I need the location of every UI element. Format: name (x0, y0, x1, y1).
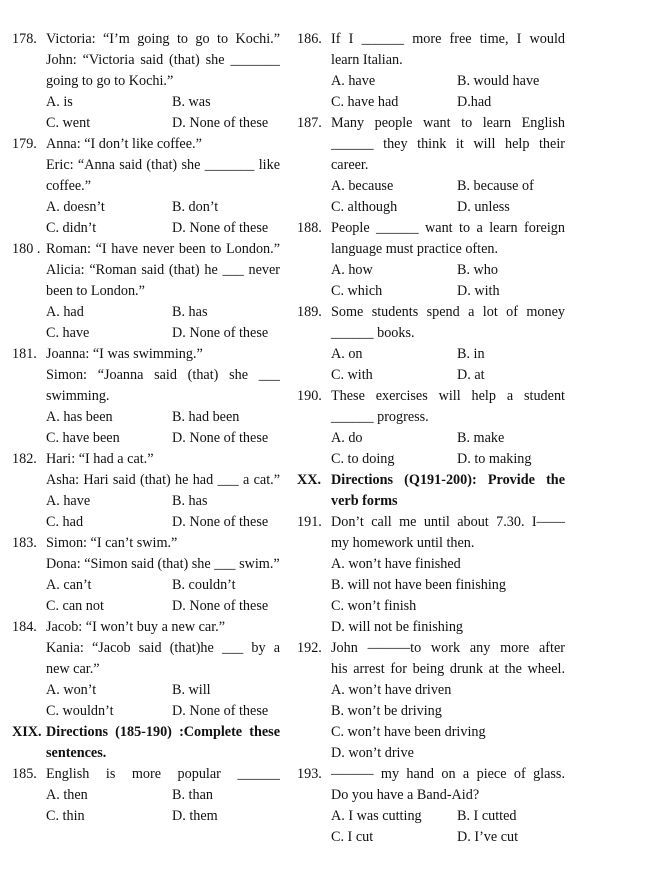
question-item (12, 764, 280, 827)
answer-option: C. have been (46, 430, 120, 446)
question-number: 181. (12, 346, 37, 362)
answer-option: A. do (331, 430, 363, 446)
options-row (12, 491, 280, 512)
options-row (12, 680, 280, 701)
question-number: 180 . (12, 241, 41, 257)
text-line (12, 239, 280, 260)
answer-option: A. how (331, 262, 373, 278)
answer-option: A. had (46, 304, 84, 320)
answer-option: D. will not be finishing (331, 619, 464, 635)
options-row (297, 806, 565, 827)
answer-option: C. thin (46, 808, 85, 824)
question-text: Joanna: “I was swimming.” (46, 346, 203, 362)
answer-option: A. I was cutting (331, 808, 422, 824)
options-row (297, 596, 565, 617)
text-line (297, 659, 565, 680)
text-line (12, 533, 280, 554)
answer-option: A. won’t have driven (331, 682, 452, 698)
section-directions: Directions (185-190) :Complete these (46, 724, 280, 740)
text-line (297, 134, 565, 155)
question-item (12, 239, 280, 344)
question-text: new car.” (46, 661, 100, 677)
text-line (297, 239, 565, 260)
options-row (297, 680, 565, 701)
text-line (12, 29, 280, 50)
question-text: language must practice often. (331, 241, 499, 257)
question-text: Roman: “I have never been to London.” (46, 241, 280, 257)
text-line (12, 659, 280, 680)
options-row (297, 176, 565, 197)
answer-option: A. can’t (46, 577, 92, 593)
text-line (12, 71, 280, 92)
answer-option: A. because (331, 178, 394, 194)
answer-option: C. which (331, 283, 383, 299)
answer-option: A. won’t (46, 682, 97, 698)
question-item (12, 29, 280, 134)
text-line (12, 386, 280, 407)
question-number: 183. (12, 535, 37, 551)
question-text: ______ books. (331, 325, 415, 341)
answer-option: B. in (457, 346, 485, 362)
options-row (12, 302, 280, 323)
text-line (12, 365, 280, 386)
question-text: Victoria: “I’m going to go to Kochi.” (46, 31, 280, 47)
text-line (12, 50, 280, 71)
section-heading (297, 470, 565, 512)
answer-option: B. than (172, 787, 213, 803)
answer-option: C. wouldn’t (46, 703, 114, 719)
question-text: my homework until then. (331, 535, 475, 551)
question-item (297, 386, 565, 470)
answer-option: B. had been (172, 409, 240, 425)
answer-option: B. will not have been finishing (331, 577, 506, 593)
question-text: Kania: “Jacob said (that)he ___ by a (46, 640, 280, 656)
question-text: John: “Victoria said (that) she _______ (46, 52, 280, 68)
question-number: 184. (12, 619, 37, 635)
answer-option: D. to making (457, 451, 532, 467)
options-row (12, 323, 280, 344)
section-directions: verb forms (331, 493, 398, 509)
question-number: 191. (297, 514, 322, 530)
answer-option: A. has been (46, 409, 113, 425)
answer-option: C. with (331, 367, 373, 383)
text-line (297, 155, 565, 176)
question-number: 178. (12, 31, 37, 47)
options-row (297, 428, 565, 449)
answer-option: B. don’t (172, 199, 219, 215)
question-text: Simon: “I can’t swim.” (46, 535, 178, 551)
question-number: 192. (297, 640, 322, 656)
text-line (297, 407, 565, 428)
text-line (12, 743, 280, 764)
text-line (12, 554, 280, 575)
answer-option: D. I’ve cut (457, 829, 519, 845)
text-line (12, 176, 280, 197)
text-line (297, 323, 565, 344)
text-line (297, 50, 565, 71)
answer-option: D. None of these (172, 325, 269, 341)
question-number: 190. (297, 388, 322, 404)
options-row (12, 806, 280, 827)
question-text: been to London.” (46, 283, 145, 299)
section-directions: Directions (Q191-200): Provide the (331, 472, 565, 488)
options-row (297, 617, 565, 638)
options-row (297, 575, 565, 596)
text-line (297, 113, 565, 134)
options-row (297, 365, 565, 386)
question-text: Alicia: “Roman said (that) he ___ never (46, 262, 280, 278)
question-text: ______ they think it will help their (331, 136, 565, 152)
answer-option: B. make (457, 430, 505, 446)
question-item (297, 764, 565, 848)
options-row (297, 827, 565, 848)
question-number: 187. (297, 115, 322, 131)
text-line (12, 638, 280, 659)
text-line (12, 617, 280, 638)
answer-option: B. has (172, 493, 208, 509)
options-row (12, 407, 280, 428)
answer-option: C. had (46, 514, 84, 530)
answer-option: C. I cut (331, 829, 374, 845)
right-column (297, 29, 565, 848)
text-line (12, 260, 280, 281)
question-item (297, 512, 565, 638)
answer-option: A. is (46, 94, 73, 110)
question-item (297, 113, 565, 218)
question-text: Simon: “Joanna said (that) she ___ (46, 367, 280, 383)
answer-option: D. None of these (172, 514, 269, 530)
question-text: John ———to work any more after (331, 640, 565, 656)
answer-option: B. because of (457, 178, 534, 194)
answer-option: A. on (331, 346, 363, 362)
text-line (12, 134, 280, 155)
answer-option: B. will (172, 682, 211, 698)
options-row (297, 260, 565, 281)
question-number: 188. (297, 220, 322, 236)
options-row (297, 92, 565, 113)
question-text: Asha: Hari said (that) he had ___ a cat.” (46, 472, 280, 488)
text-line (297, 491, 565, 512)
answer-option: B. won’t be driving (331, 703, 442, 719)
options-row (12, 512, 280, 533)
text-line (12, 449, 280, 470)
question-text: Dona: “Simon said (that) she ___ swim.” (46, 556, 280, 572)
question-item (12, 617, 280, 722)
question-text: Do you have a Band-Aid? (331, 787, 480, 803)
question-item (12, 449, 280, 533)
question-number: 193. (297, 766, 322, 782)
question-text: Eric: “Anna said (that) she _______ like (46, 157, 280, 173)
question-text: People ______ want to a learn foreign (331, 220, 565, 236)
text-line (12, 281, 280, 302)
question-text: English is more popular ______ (46, 766, 280, 782)
question-number: 185. (12, 766, 37, 782)
answer-option: B. who (457, 262, 498, 278)
question-text: If I ______ more free time, I would (331, 31, 565, 47)
options-row (12, 113, 280, 134)
question-text: These exercises will help a student (331, 388, 565, 404)
text-line (297, 29, 565, 50)
question-text: going to go to Kochi.” (46, 73, 174, 89)
answer-option: B. couldn’t (172, 577, 236, 593)
text-line (12, 722, 280, 743)
question-text: swimming. (46, 388, 110, 404)
answer-option: D. None of these (172, 115, 269, 131)
question-number: 189. (297, 304, 322, 320)
answer-option: B. would have (457, 73, 540, 89)
question-text: Hari: “I had a cat.” (46, 451, 154, 467)
question-item (12, 134, 280, 239)
options-row (297, 701, 565, 722)
answer-option: B. has (172, 304, 208, 320)
answer-option: C. won’t finish (331, 598, 417, 614)
text-line (297, 386, 565, 407)
question-text: Many people want to learn English (331, 115, 565, 131)
options-row (12, 92, 280, 113)
answer-option: C. went (46, 115, 91, 131)
answer-option: D. with (457, 283, 500, 299)
answer-option: A. have (331, 73, 376, 89)
text-line (297, 785, 565, 806)
question-item (297, 218, 565, 302)
section-number: XIX. (12, 724, 42, 740)
section-directions: sentences. (46, 745, 107, 761)
text-line (297, 302, 565, 323)
options-row (12, 197, 280, 218)
options-row (297, 554, 565, 575)
question-number: 182. (12, 451, 37, 467)
options-row (12, 701, 280, 722)
answer-option: A. have (46, 493, 91, 509)
text-line (297, 470, 565, 491)
answer-option: D. None of these (172, 430, 269, 446)
question-number: 179. (12, 136, 37, 152)
question-text: Jacob: “I won’t buy a new car.” (46, 619, 225, 635)
answer-option: D. them (172, 808, 218, 824)
text-line (297, 764, 565, 785)
answer-option: B. I cutted (457, 808, 517, 824)
answer-option: D. None of these (172, 598, 269, 614)
answer-option: C. have (46, 325, 90, 341)
answer-option: A. won’t have finished (331, 556, 461, 572)
options-row (12, 785, 280, 806)
answer-option: D. None of these (172, 703, 269, 719)
answer-option: A. then (46, 787, 88, 803)
question-item (12, 533, 280, 617)
question-text: his arrest for being drunk at the wheel. (331, 661, 565, 677)
answer-option: C. didn’t (46, 220, 97, 236)
section-number: XX. (297, 472, 322, 488)
question-text: learn Italian. (331, 52, 403, 68)
text-line (297, 533, 565, 554)
question-item (12, 344, 280, 449)
answer-option: C. can not (46, 598, 104, 614)
answer-option: D. at (457, 367, 485, 383)
answer-option: C. won’t have been driving (331, 724, 486, 740)
question-text: ______ progress. (331, 409, 429, 425)
options-row (12, 575, 280, 596)
options-row (297, 743, 565, 764)
text-line (12, 155, 280, 176)
question-text: Don’t call me until about 7.30. I—— (331, 514, 565, 530)
answer-option: C. have had (331, 94, 399, 110)
question-text: career. (331, 157, 369, 173)
options-row (297, 71, 565, 92)
text-line (297, 218, 565, 239)
question-text: ——— my hand on a piece of glass. (331, 766, 565, 782)
answer-option: A. doesn’t (46, 199, 105, 215)
options-row (297, 281, 565, 302)
text-line (12, 470, 280, 491)
options-row (12, 596, 280, 617)
answer-option: D. won’t drive (331, 745, 414, 761)
text-line (12, 764, 280, 785)
options-row (12, 218, 280, 239)
answer-option: D. unless (457, 199, 510, 215)
text-line (297, 638, 565, 659)
options-row (12, 428, 280, 449)
section-heading (12, 722, 280, 764)
question-item (297, 29, 565, 113)
options-row (297, 449, 565, 470)
options-row (297, 197, 565, 218)
question-number: 186. (297, 31, 322, 47)
answer-option: D.had (457, 94, 492, 110)
question-text: Some students spend a lot of money (331, 304, 565, 320)
answer-option: C. although (331, 199, 398, 215)
options-row (297, 722, 565, 743)
question-text: Anna: “I don’t like coffee.” (46, 136, 202, 152)
options-row (297, 344, 565, 365)
answer-option: D. None of these (172, 220, 269, 236)
question-text: coffee.” (46, 178, 92, 194)
text-line (297, 512, 565, 533)
question-item (297, 302, 565, 386)
answer-option: B. was (172, 94, 211, 110)
left-column (12, 29, 280, 827)
question-item (297, 638, 565, 764)
text-line (12, 344, 280, 365)
answer-option: C. to doing (331, 451, 395, 467)
